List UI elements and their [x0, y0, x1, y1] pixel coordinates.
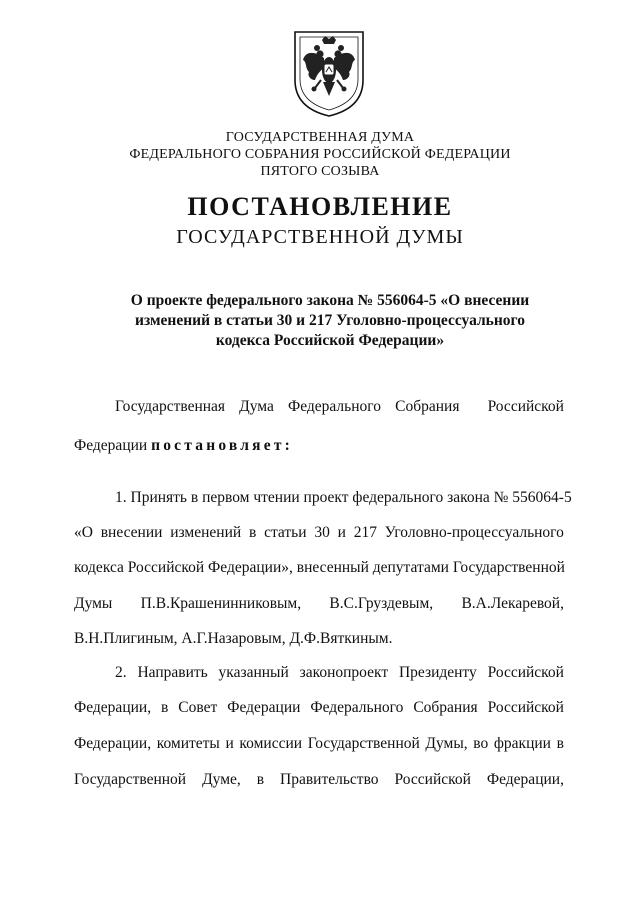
word: 217: [353, 524, 377, 541]
word: Думы: [74, 595, 113, 612]
word: в: [248, 524, 257, 541]
word: статьи: [264, 524, 307, 541]
preamble-word: Дума: [239, 398, 274, 415]
word: Правительство: [280, 771, 379, 788]
preamble-line: [74, 437, 564, 455]
document-title: ПОСТАНОВЛЕНИЕ: [187, 192, 453, 221]
word: в: [161, 699, 169, 716]
word: В.А.Лекаревой,: [461, 595, 564, 612]
word: Направить: [137, 664, 208, 681]
word: в: [256, 771, 265, 788]
word: Собрания: [413, 699, 478, 716]
preamble-text: Федерации: [74, 437, 152, 454]
word: Российской: [487, 699, 564, 716]
word: Федерального: [310, 699, 404, 716]
word: 30: [314, 524, 330, 541]
para2-line: [115, 664, 564, 682]
word: Уголовно-процессуального: [384, 524, 564, 541]
org-name-line1: ГОСУДАРСТВЕННАЯ ДУМА: [225, 130, 415, 145]
word: комиссии: [239, 735, 303, 752]
para2-line: [74, 699, 564, 717]
word: Государственной: [307, 735, 420, 752]
subject-line: кодекса Российской Федерации»: [215, 332, 445, 349]
preamble-line: [115, 398, 564, 416]
convocation-line: ПЯТОГО СОЗЫВА: [260, 164, 380, 179]
word: и: [225, 735, 234, 752]
coat-of-arms-icon: [291, 28, 367, 118]
preamble-word: Российской: [487, 398, 564, 415]
subject-line: О проекте федерального закона № 556064-5 «О внесении: [130, 292, 530, 309]
word: Российской: [394, 771, 471, 788]
para1-line: кодекса Российской Федерации», внесенный депутатами Государственной: [74, 559, 565, 576]
para1-line: 1. Принять в первом чтении проект федерального закона № 556064-5: [115, 489, 572, 506]
preamble-word: Федерального: [287, 398, 382, 415]
word: изменений: [170, 524, 242, 541]
word: Федерации,: [74, 699, 152, 716]
subject-line: изменений в статьи 30 и 217 Уголовно-процессуального: [135, 312, 525, 329]
word: Федерации: [227, 699, 301, 716]
para2-line: [74, 735, 564, 753]
word: и: [337, 524, 346, 541]
para1-line: В.Н.Плигиным, А.Г.Назаровым, Д.Ф.Вяткиным.: [74, 630, 393, 647]
word: Думе,: [202, 771, 241, 788]
org-name-line2: ФЕДЕРАЛЬНОГО СОБРАНИЯ РОССИЙСКОЙ ФЕДЕРАЦИИ: [129, 147, 511, 162]
word: законопроект: [299, 664, 389, 681]
document-subject: [100, 291, 560, 351]
word: во: [473, 735, 489, 752]
word: В.С.Груздевым,: [329, 595, 434, 612]
word: в: [556, 735, 564, 752]
word: «О: [74, 524, 93, 541]
para1-line: [74, 595, 564, 613]
word: П.В.Крашенинниковым,: [140, 595, 302, 612]
word: фракции: [493, 735, 551, 752]
word: внесении: [100, 524, 163, 541]
word: 2.: [115, 664, 127, 681]
para2-line: [74, 771, 564, 789]
word: Совет: [178, 699, 218, 716]
word: комитеты: [156, 735, 220, 752]
word: Государственной: [74, 771, 187, 788]
word: Российской: [487, 664, 564, 681]
word: указанный: [218, 664, 289, 681]
word: Президенту: [398, 664, 477, 681]
word: Федерации,: [74, 735, 152, 752]
preamble-word: Государственная: [115, 398, 226, 415]
decree-word: постановляет:: [151, 437, 293, 454]
document-subtitle: ГОСУДАРСТВЕННОЙ ДУМЫ: [176, 226, 464, 248]
preamble-word: Собрания: [395, 398, 460, 415]
para1-line: [74, 524, 564, 542]
word: Думы,: [425, 735, 468, 752]
word: Федерации,: [486, 771, 564, 788]
